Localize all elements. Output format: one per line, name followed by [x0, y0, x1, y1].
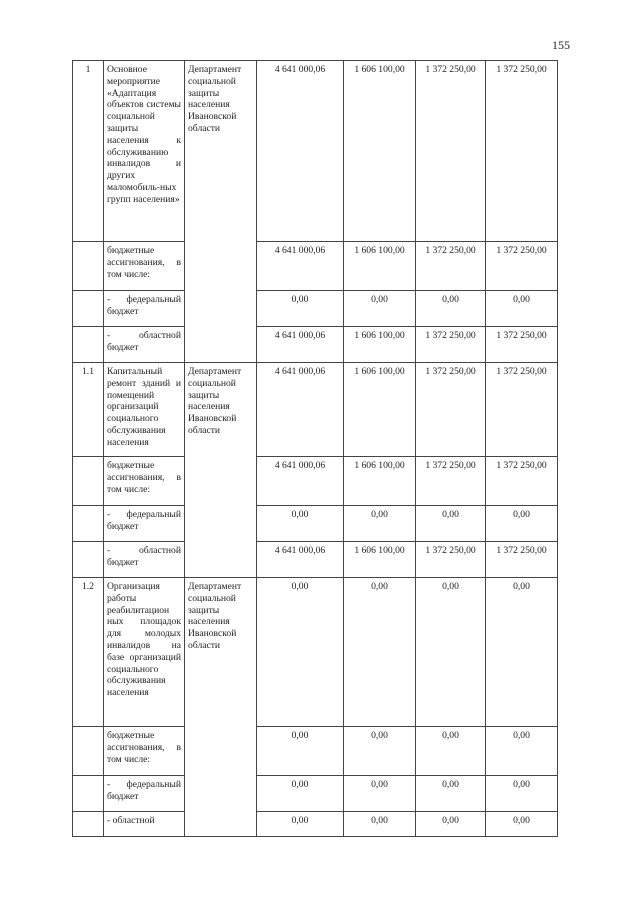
- value-cell: 1 372 250,00: [486, 327, 558, 363]
- funding-label: бюджетные ассигнования, в том числе:: [104, 242, 185, 291]
- value-cell: 1 606 100,00: [344, 457, 416, 506]
- funding-label: - областной бюджет: [104, 542, 185, 578]
- table-row: [73, 291, 558, 327]
- page-number: 155: [552, 38, 570, 52]
- value-cell: 0,00: [344, 776, 416, 812]
- table-row: [73, 61, 558, 242]
- value-cell: 1 372 250,00: [416, 363, 486, 457]
- value-cell: 1 606 100,00: [344, 61, 416, 242]
- value-cell: 0,00: [257, 578, 344, 727]
- table-row: [73, 812, 558, 837]
- value-cell: 4 641 000,06: [257, 327, 344, 363]
- funding-label: - областной: [104, 812, 185, 837]
- value-cell: 0,00: [344, 291, 416, 327]
- table-row: [73, 776, 558, 812]
- measure-name: Основное мероприятие «Адаптация объектов системы социальной защиты населения к обслуживанию инвалидов и других маломобиль-ных групп населения»: [104, 61, 185, 242]
- funding-label: бюджетные ассигнования, в том числе:: [104, 727, 185, 776]
- value-cell: 1 372 250,00: [486, 542, 558, 578]
- executor-cell: Департамент социальной защиты населения Ивановской области: [185, 61, 257, 363]
- empty-cell: [73, 457, 104, 506]
- value-cell: 0,00: [257, 506, 344, 542]
- value-cell: 0,00: [486, 506, 558, 542]
- value-cell: 0,00: [416, 812, 486, 837]
- table-row: [73, 727, 558, 776]
- table-row: [73, 457, 558, 506]
- value-cell: 0,00: [486, 776, 558, 812]
- executor-cell: Департамент социальной защиты населения Ивановской области: [185, 363, 257, 578]
- value-cell: 0,00: [416, 291, 486, 327]
- value-cell: 0,00: [486, 727, 558, 776]
- value-cell: 0,00: [344, 812, 416, 837]
- measure-name: Организация работы реабилитацион ных площадок для молодых инвалидов на базе организаций социального обслуживания населения: [104, 578, 185, 727]
- value-cell: 0,00: [416, 506, 486, 542]
- table-row: [73, 363, 558, 457]
- funding-label: - федеральный бюджет: [104, 291, 185, 327]
- funding-label: бюджетные ассигнования, в том числе:: [104, 457, 185, 506]
- budget-table: [72, 60, 558, 837]
- empty-cell: [73, 776, 104, 812]
- value-cell: 0,00: [257, 776, 344, 812]
- empty-cell: [73, 242, 104, 291]
- empty-cell: [73, 812, 104, 837]
- executor-cell: Департамент социальной защиты населения Ивановской области: [185, 578, 257, 837]
- funding-label: - областной бюджет: [104, 327, 185, 363]
- value-cell: 4 641 000,06: [257, 61, 344, 242]
- row-number: 1.2: [73, 578, 104, 727]
- value-cell: 0,00: [416, 578, 486, 727]
- empty-cell: [73, 327, 104, 363]
- measure-name: Капитальный ремонт зданий и помещений организаций социального обслуживания населения: [104, 363, 185, 457]
- value-cell: 0,00: [257, 291, 344, 327]
- table-row: [73, 242, 558, 291]
- value-cell: 1 372 250,00: [486, 363, 558, 457]
- table-row: [73, 327, 558, 363]
- table-row: [73, 542, 558, 578]
- empty-cell: [73, 506, 104, 542]
- table-row: [73, 578, 558, 727]
- value-cell: 4 641 000,06: [257, 242, 344, 291]
- empty-cell: [73, 542, 104, 578]
- value-cell: 1 372 250,00: [416, 242, 486, 291]
- value-cell: 4 641 000,06: [257, 542, 344, 578]
- value-cell: 0,00: [486, 812, 558, 837]
- value-cell: 1 606 100,00: [344, 542, 416, 578]
- table-row: [73, 506, 558, 542]
- value-cell: 4 641 000,06: [257, 457, 344, 506]
- value-cell: 0,00: [257, 727, 344, 776]
- value-cell: 0,00: [486, 578, 558, 727]
- empty-cell: [73, 291, 104, 327]
- funding-label: - федеральный бюджет: [104, 776, 185, 812]
- value-cell: 0,00: [257, 812, 344, 837]
- value-cell: 1 372 250,00: [486, 457, 558, 506]
- value-cell: 0,00: [486, 291, 558, 327]
- value-cell: 1 606 100,00: [344, 327, 416, 363]
- value-cell: 0,00: [416, 727, 486, 776]
- value-cell: 1 372 250,00: [486, 61, 558, 242]
- value-cell: 1 372 250,00: [416, 457, 486, 506]
- empty-cell: [73, 727, 104, 776]
- value-cell: 1 372 250,00: [486, 242, 558, 291]
- value-cell: 1 372 250,00: [416, 542, 486, 578]
- value-cell: 1 372 250,00: [416, 327, 486, 363]
- value-cell: 1 606 100,00: [344, 242, 416, 291]
- value-cell: 0,00: [344, 506, 416, 542]
- funding-label: - федеральный бюджет: [104, 506, 185, 542]
- value-cell: 1 606 100,00: [344, 363, 416, 457]
- value-cell: 0,00: [344, 727, 416, 776]
- row-number: 1: [73, 61, 104, 242]
- value-cell: 1 372 250,00: [416, 61, 486, 242]
- value-cell: 0,00: [344, 578, 416, 727]
- row-number: 1.1: [73, 363, 104, 457]
- value-cell: 4 641 000,06: [257, 363, 344, 457]
- value-cell: 0,00: [416, 776, 486, 812]
